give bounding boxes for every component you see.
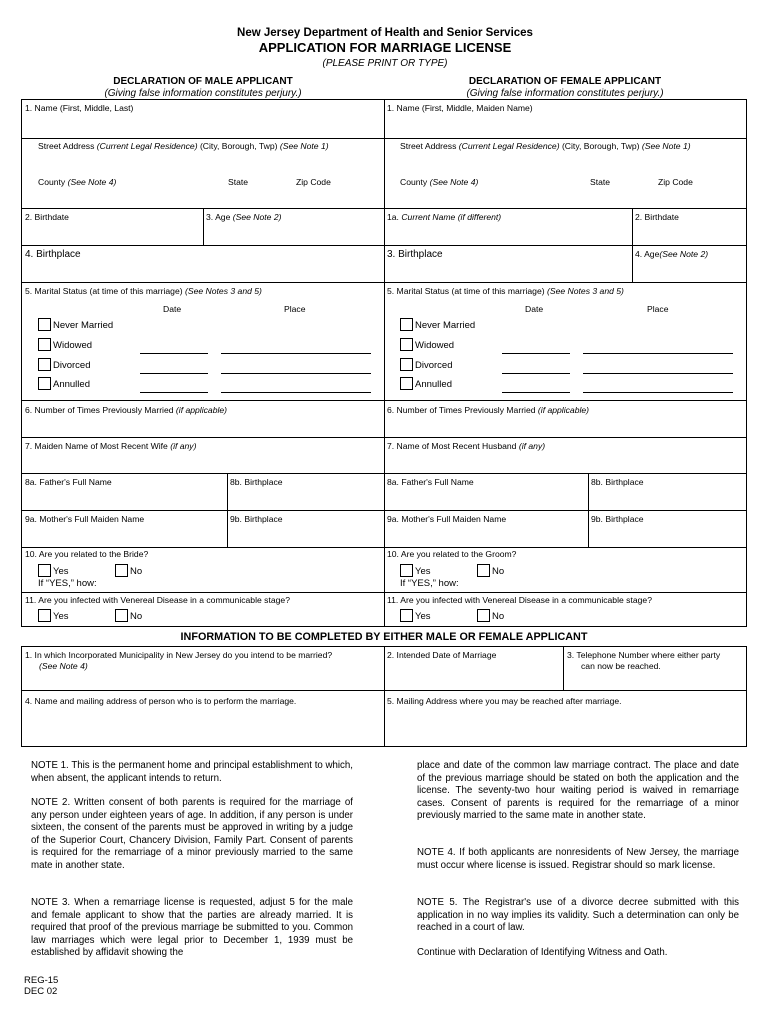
male-mother-birthplace-label: 9b. Birthplace <box>230 514 283 524</box>
male-related-no-checkbox[interactable] <box>115 564 128 577</box>
mailing-address-label: 5. Mailing Address where you may be reached after marriage. <box>387 696 622 706</box>
male-father-label: 8a. Father's Full Name <box>25 477 112 487</box>
female-father-birthplace-field[interactable] <box>589 487 746 509</box>
female-father-label: 8a. Father's Full Name <box>387 477 474 487</box>
female-widowed-checkbox[interactable] <box>400 338 413 351</box>
female-divorced-date-line[interactable] <box>502 373 570 374</box>
male-annulled-label: Annulled <box>53 379 90 390</box>
female-age-field[interactable] <box>633 260 746 282</box>
male-perjury: (Giving false information constitutes perjury.) <box>104 88 302 99</box>
female-birthplace-field[interactable] <box>385 260 631 282</box>
continue-instruction: Continue with Declaration of Identifying Witness and Oath. <box>417 947 668 958</box>
male-divorced-place-line[interactable] <box>221 373 371 374</box>
note-5: NOTE 5. The Registrar's use of a divorce decree submitted with this application in no way implies its validity. Such a determination can only be reached in a court of law. <box>417 897 739 933</box>
female-place-header: Place <box>647 304 669 314</box>
female-times-married-label: 6. Number of Times Previously Married (if applicable) <box>387 405 590 415</box>
female-street-field[interactable] <box>385 152 746 176</box>
male-never-married-label: Never Married <box>53 320 114 331</box>
female-birthdate-label: 2. Birthdate <box>635 212 679 222</box>
female-related-no-checkbox[interactable] <box>477 564 490 577</box>
note-3-continued: place and date of the common law marriage contract. The place and date of the previous marriage should be stated on both the application and the license. The seventy-two hour waiting period is waived in remarriage cases. Consent of parents is required for the remarriage of a minor previously married to the same mate in another state. <box>417 760 739 821</box>
male-related-how-label: If “YES,” how: <box>38 578 97 589</box>
female-related-how-field[interactable] <box>472 578 742 591</box>
female-never-married-checkbox[interactable] <box>400 318 413 331</box>
female-name-label: 1. Name (First, Middle, Maiden Name) <box>387 103 533 113</box>
female-widowed-label: Widowed <box>415 340 455 351</box>
female-age-label: 4. Age(See Note 2) <box>635 249 709 259</box>
male-widowed-checkbox[interactable] <box>38 338 51 351</box>
female-annulled-place-line[interactable] <box>583 392 733 393</box>
form-number: REG-15 <box>24 975 59 986</box>
female-annulled-checkbox[interactable] <box>400 377 413 390</box>
female-county-field[interactable] <box>385 188 746 208</box>
female-vd-no-checkbox[interactable] <box>477 609 490 622</box>
male-divorced-checkbox[interactable] <box>38 358 51 371</box>
male-widowed-date-line[interactable] <box>140 353 208 354</box>
male-widowed-label: Widowed <box>53 340 93 351</box>
male-zip-label: Zip Code <box>296 177 331 187</box>
female-annulled-date-line[interactable] <box>502 392 570 393</box>
female-divorced-place-line[interactable] <box>583 373 733 374</box>
female-related-no-label: No <box>492 566 505 577</box>
intended-date-field[interactable] <box>385 662 562 690</box>
female-related-yes-checkbox[interactable] <box>400 564 413 577</box>
male-father-birthplace-label: 8b. Birthplace <box>230 477 283 487</box>
municipality-field[interactable] <box>22 672 383 690</box>
female-times-married-field[interactable] <box>385 415 746 437</box>
male-place-header: Place <box>284 304 306 314</box>
male-vd-yes-label: Yes <box>53 611 69 622</box>
male-street-label: Street Address (Current Legal Residence) (City, Borough, Twp) (See Note 1) <box>38 141 329 151</box>
form-date: DEC 02 <box>24 986 58 997</box>
male-name-field[interactable] <box>22 112 383 138</box>
male-vd-no-checkbox[interactable] <box>115 609 128 622</box>
male-name-label: 1. Name (First, Middle, Last) <box>25 103 134 113</box>
female-mother-birthplace-label: 9b. Birthplace <box>591 514 644 524</box>
female-vd-no-label: No <box>492 611 505 622</box>
either-heading: INFORMATION TO BE COMPLETED BY EITHER MALE OR FEMALE APPLICANT <box>180 631 588 643</box>
male-state-label: State <box>228 177 249 187</box>
female-county-label: County (See Note 4) <box>400 177 479 187</box>
female-related-label: 10. Are you related to the Groom? <box>387 549 517 559</box>
male-vd-no-label: No <box>130 611 143 622</box>
form-title: APPLICATION FOR MARRIAGE LICENSE <box>258 40 512 55</box>
phone-label: 3. Telephone Number where either party <box>567 650 721 660</box>
female-related-how-label: If “YES,” how: <box>400 578 459 589</box>
female-husband-label: 7. Name of Most Recent Husband (if any) <box>387 441 546 451</box>
male-age-field[interactable] <box>204 222 383 244</box>
female-name-field[interactable] <box>385 112 746 138</box>
male-vd-label: 11. Are you infected with Venereal Disease in a communicable stage? <box>25 595 290 605</box>
male-related-label: 10. Are you related to the Bride? <box>25 549 149 559</box>
male-county-label: County (See Note 4) <box>38 177 117 187</box>
male-father-field[interactable] <box>22 487 226 509</box>
male-marital-label: 5. Marital Status (at time of this marriage) (See Notes 3 and 5) <box>25 286 262 296</box>
male-mother-field[interactable] <box>22 524 226 546</box>
female-current-name-field[interactable] <box>385 222 631 244</box>
municipality-note: (See Note 4) <box>39 661 88 671</box>
female-date-header: Date <box>525 304 544 314</box>
male-annulled-date-line[interactable] <box>140 392 208 393</box>
female-divorced-checkbox[interactable] <box>400 358 413 371</box>
male-age-label: 3. Age (See Note 2) <box>206 212 282 222</box>
male-birthplace-label: 4. Birthplace <box>25 249 81 260</box>
female-divorced-label: Divorced <box>415 360 453 371</box>
female-vd-yes-label: Yes <box>415 611 431 622</box>
male-never-married-checkbox[interactable] <box>38 318 51 331</box>
male-annulled-checkbox[interactable] <box>38 377 51 390</box>
male-related-yes-checkbox[interactable] <box>38 564 51 577</box>
phone-label-line2: can now be reached. <box>581 661 661 671</box>
note-2: NOTE 2. Written consent of both parents is required for the marriage of any person under eighteen years of age. In addition, if any person is under sixteen, the consent of the parents must be approved in writing by a judge of the Superior Court, Chancery Division, Family Part. Consent of parents is required for the remarriage of a minor previously married to the same mate in another state. <box>31 797 353 871</box>
male-vd-yes-checkbox[interactable] <box>38 609 51 622</box>
male-street-field[interactable] <box>22 152 383 176</box>
agency-title: New Jersey Department of Health and Senior Services <box>237 27 533 39</box>
intended-date-label: 2. Intended Date of Marriage <box>387 650 497 660</box>
female-street-label: Street Address (Current Legal Residence) (City, Borough, Twp) (See Note 1) <box>400 141 691 151</box>
female-father-birthplace-label: 8b. Birthplace <box>591 477 644 487</box>
male-maiden-name-label: 7. Maiden Name of Most Recent Wife (if any) <box>25 441 197 451</box>
municipality-label: 1. In which Incorporated Municipality in New Jersey do you intend to be married? <box>25 650 333 660</box>
female-mother-label: 9a. Mother's Full Maiden Name <box>387 514 507 524</box>
female-current-name-label: 1a. Current Name (if different) <box>387 212 502 222</box>
female-vd-yes-checkbox[interactable] <box>400 609 413 622</box>
male-maiden-name-field[interactable] <box>22 451 383 473</box>
male-divorced-label: Divorced <box>53 360 91 371</box>
female-zip-label: Zip Code <box>658 177 693 187</box>
male-divorced-date-line[interactable] <box>140 373 208 374</box>
male-times-married-label: 6. Number of Times Previously Married (if applicable) <box>25 405 228 415</box>
female-never-married-label: Never Married <box>415 320 476 331</box>
note-4: NOTE 4. If both applicants are nonresidents of New Jersey, the marriage must occur where license is issued. Registrar should so mark license. <box>417 847 739 871</box>
female-husband-field[interactable] <box>385 451 746 473</box>
officiant-label: 4. Name and mailing address of person who is to perform the marriage. <box>25 696 297 706</box>
female-widowed-place-line[interactable] <box>583 353 733 354</box>
female-marital-label: 5. Marital Status (at time of this marriage) (See Notes 3 and 5) <box>387 286 624 296</box>
male-related-no-label: No <box>130 566 143 577</box>
phone-field[interactable] <box>564 672 746 690</box>
female-mother-birthplace-field[interactable] <box>589 524 746 546</box>
female-birthdate-field[interactable] <box>633 222 746 244</box>
female-father-field[interactable] <box>385 487 587 509</box>
female-mother-field[interactable] <box>385 524 587 546</box>
male-mother-birthplace-field[interactable] <box>228 524 383 546</box>
female-vd-label: 11. Are you infected with Venereal Disease in a communicable stage? <box>387 595 652 605</box>
male-birthdate-field[interactable] <box>22 222 202 244</box>
male-annulled-place-line[interactable] <box>221 392 371 393</box>
note-3: NOTE 3. When a remarriage license is requested, adjust 5 for the male and female applicant to show that the parties are already married. It is required that proof of the previous marriage be submitted to you. Common law marriages which were legal prior to December 1, 1939 must be established by affidavit showing the <box>31 897 353 958</box>
male-times-married-field[interactable] <box>22 415 383 437</box>
male-related-how-field[interactable] <box>110 578 380 591</box>
male-related-yes-label: Yes <box>53 566 69 577</box>
male-heading: DECLARATION OF MALE APPLICANT <box>113 76 293 87</box>
male-birthplace-field[interactable] <box>22 260 383 282</box>
male-father-birthplace-field[interactable] <box>228 487 383 509</box>
female-related-yes-label: Yes <box>415 566 431 577</box>
male-date-header: Date <box>163 304 182 314</box>
female-annulled-label: Annulled <box>415 379 452 390</box>
female-state-label: State <box>590 177 611 187</box>
male-mother-label: 9a. Mother's Full Maiden Name <box>25 514 145 524</box>
note-1: NOTE 1. This is the permanent home and principal establishment to which, when absent, the applicant intends to return. <box>31 760 353 784</box>
female-birthplace-label: 3. Birthplace <box>387 249 443 260</box>
officiant-field[interactable] <box>22 707 383 746</box>
male-widowed-place-line[interactable] <box>221 353 371 354</box>
female-heading: DECLARATION OF FEMALE APPLICANT <box>468 76 662 87</box>
female-perjury: (Giving false information constitutes perjury.) <box>466 88 664 99</box>
male-county-field[interactable] <box>22 188 383 208</box>
female-widowed-date-line[interactable] <box>502 353 570 354</box>
mailing-address-field[interactable] <box>385 707 746 746</box>
form-subtitle: (PLEASE PRINT OR TYPE) <box>322 58 448 69</box>
male-birthdate-label: 2. Birthdate <box>25 212 69 222</box>
